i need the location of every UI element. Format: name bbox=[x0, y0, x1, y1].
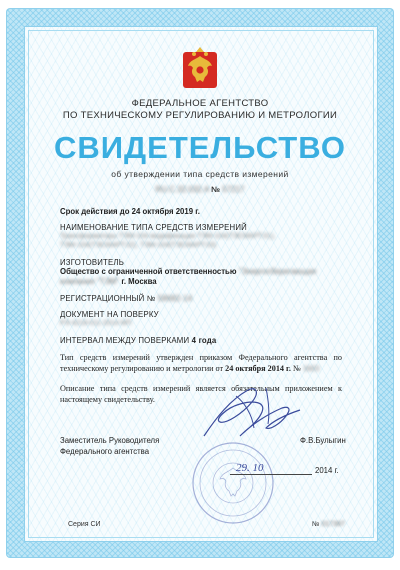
approval-date: 24 октября 2014 г. bbox=[225, 364, 291, 374]
manufacturer-city: г. Москва bbox=[121, 277, 157, 286]
handwritten-signature bbox=[196, 378, 306, 448]
serial-number bbox=[312, 521, 345, 528]
manufacturer-name bbox=[60, 267, 316, 276]
manufacturer-name-hidden: "Энергосберегающая bbox=[238, 267, 317, 276]
interval-label: ИНТЕРВАЛ МЕЖДУ ПОВЕРКАМИ bbox=[60, 336, 190, 345]
serial-label: № bbox=[312, 521, 320, 528]
signatory-role bbox=[60, 436, 159, 457]
certificate-number-prefix: RU.C.32.032.A bbox=[155, 185, 209, 194]
manufacturer-name-line2 bbox=[60, 277, 157, 286]
series-label: Серия СИ bbox=[68, 521, 101, 528]
manufacturer-label: ИЗГОТОВИТЕЛЬ bbox=[60, 258, 125, 267]
verification-label: ДОКУМЕНТ НА ПОВЕРКУ bbox=[60, 310, 159, 319]
certificate-number-value: 57217 bbox=[222, 185, 245, 194]
date-underline bbox=[230, 474, 312, 475]
manufacturer-name-start: Общество с ограниченной ответственностью bbox=[60, 267, 237, 276]
signatory-role-line2: Федерального агентства bbox=[60, 446, 150, 456]
interval-row bbox=[60, 336, 216, 345]
approval-no: 1603 bbox=[302, 364, 320, 374]
approval-paragraph bbox=[60, 352, 342, 375]
approval-no-label: № bbox=[292, 364, 301, 374]
coat-of-arms-icon bbox=[181, 46, 219, 90]
signatory-role-line1: Заместитель Руководителя bbox=[60, 436, 160, 445]
validity-date: 24 октября 2019 г. bbox=[131, 207, 200, 216]
description-paragraph: Описание типа средств измерений является обязательным приложением к настоящему свидетельству. bbox=[60, 384, 342, 405]
manufacturer-name-hidden-2: компания "ТЭМ" bbox=[60, 277, 120, 286]
approval-text: Тип средств измерений утвержден приказом Федерального агентства по техническому регулированию и метрологии от bbox=[60, 353, 342, 374]
official-seal-stamp bbox=[190, 440, 276, 526]
validity-label: Срок действия до bbox=[60, 207, 130, 216]
validity-row bbox=[60, 207, 200, 216]
registration-row bbox=[60, 294, 192, 303]
instrument-name-line2: ТЭМ-104(ТЭСМАРТ.02), ТЭМ-104(ТЭСМАРТ.03) bbox=[60, 242, 217, 249]
date-year: 2014 г. bbox=[315, 466, 339, 475]
certificate-title: СВИДЕТЕЛЬСТВО bbox=[54, 130, 346, 165]
agency-name-line2: ПО ТЕХНИЧЕСКОМУ РЕГУЛИРОВАНИЮ И МЕТРОЛОГИИ bbox=[62, 110, 338, 121]
registration-label: РЕГИСТРАЦИОННЫЙ № bbox=[60, 294, 156, 303]
verification-value: РЭ 4218-011-2014 МП bbox=[60, 320, 132, 327]
interval-value: 4 года bbox=[191, 336, 217, 345]
signatory-name: Ф.В.Булыгин bbox=[300, 436, 346, 445]
serial-value: 017397 bbox=[321, 521, 345, 528]
handwritten-date: 29. 10 bbox=[236, 462, 264, 474]
instrument-label: НАИМЕНОВАНИЕ ТИПА СРЕДСТВ ИЗМЕРЕНИЙ bbox=[60, 223, 247, 232]
registration-value: 58682-14 bbox=[157, 294, 193, 303]
certificate-number-sign: № bbox=[211, 185, 221, 194]
agency-name-line1: ФЕДЕРАЛЬНОЕ АГЕНТСТВО bbox=[131, 98, 269, 109]
certificate-subtitle: об утверждении типа средств измерений bbox=[111, 169, 289, 179]
instrument-name-line1: Трансформаторы ТЭМ-104 модификации ТЭМ-104(ТЭСМАРТ.01), bbox=[60, 233, 276, 240]
certificate-number bbox=[0, 185, 400, 194]
